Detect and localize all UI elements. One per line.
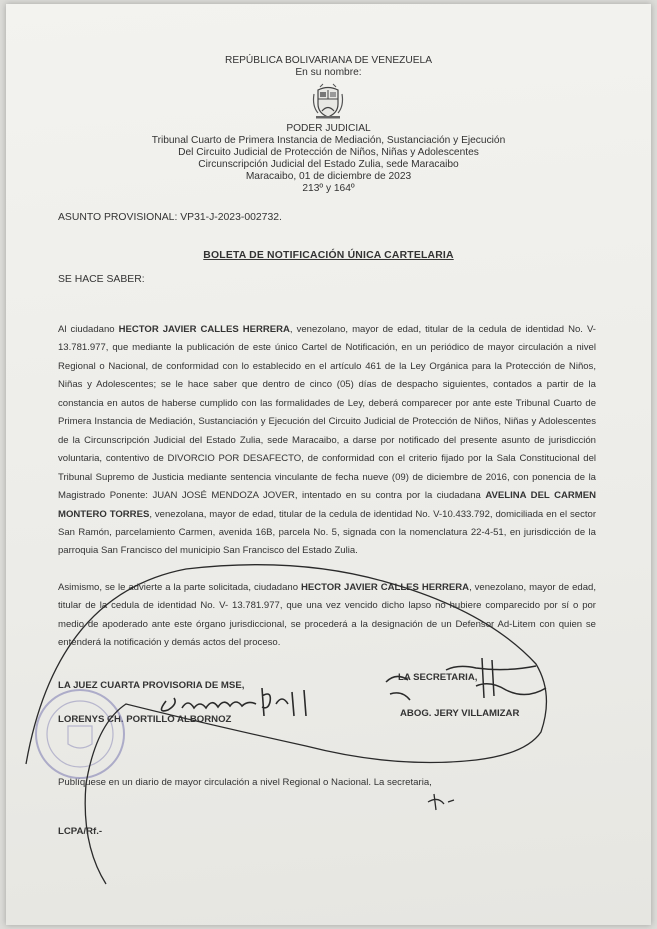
coat-of-arms-icon [309, 82, 347, 120]
header-years: 213º y 164º [302, 183, 355, 194]
p2-name-respondent: HECTOR JAVIER CALLES HERRERA [300, 582, 470, 593]
header-court-line1: Tribunal Cuarto de Primera Instancia de Mediación, Sustanciación y Ejecución [151, 135, 506, 146]
judge-name: LORENYS CH. PORTILLO ALBORNOZ [58, 714, 232, 725]
p2-text-a: Asimismo, se le advierte a la parte solicitada, ciudadano [58, 582, 301, 593]
secretary-name: ABOG. JERY VILLAMIZAR [400, 708, 520, 719]
document-title: BOLETA DE NOTIFICACIÓN ÚNICA CARTELARIA [203, 250, 454, 261]
judge-title: LA JUEZ CUARTA PROVISORIA DE MSE, [58, 680, 245, 691]
p1-name-applicant: AVELINA DEL CARMEN MONTERO TORRES [58, 490, 596, 520]
secretary-title: LA SECRETARIA, [398, 672, 478, 683]
matter-number: ASUNTO PROVISIONAL: VP31-J-2023-002732. [58, 212, 282, 223]
se-hace-saber: SE HACE SABER: [58, 274, 145, 285]
header-in-name: En su nombre: [295, 67, 362, 78]
notification-paragraph-2 [58, 579, 596, 653]
document-page [6, 4, 651, 925]
header-date: Maracaibo, 01 de diciembre de 2023 [245, 171, 412, 182]
document-initials: LCPA/Rf.- [58, 826, 103, 837]
header-court-line2: Del Circuito Judicial de Protección de Niños, Niñas y Adolescentes [178, 147, 479, 158]
publish-initials [428, 794, 454, 810]
p1-name-respondent: HECTOR JAVIER CALLES HERRERA [118, 324, 290, 335]
p1-text-b: , venezolano, mayor de edad, titular de la cedula de identidad No. V-13.781.977, que mediante la publicación de este único Cartel de Notificación, en un periódico de mayor circulación a nivel Regional o Nacional, de conformidad con lo establecido en el artículo 461 de la Ley Orgánica para la Protección de Niños, Niñas y Adolescentes; se le hace saber que dentro de cinco (05) días de despacho siguientes, contados a partir de la constancia en autos de haberse cumplido con las formalidades de Ley, deberá comparecer por ante este Tribunal Cuarto de Primera Instancia de Mediación, Sustanciación y Ejecución del Circuito Judicial de Protección de Niños, Niñas y Adolescentes de la Circunscripción Judicial del Estado Zulia, sede Maracaibo, a darse por notificado del presente asunto de jurisdicción voluntaria, contentivo de DIVORCIO POR DESAFECTO, de conformidad con el criterio fijado por la Sala Constitucional del Tribunal Supremo de Justicia mediante sentencia vinculante de fecha nueve (09) de diciembre de 2016, con ponencia de la Magistrado Ponente: JUAN JOSÉ MENDOZA JOVER, intentado en su contra por la ciudadana [58, 324, 596, 502]
notification-paragraph-1 [58, 321, 596, 561]
court-seal-stamp [36, 690, 124, 778]
p2-text-b: , venezolano, mayor de edad, titular de la cedula de identidad No. V- 13.781.977, que una vez vencido dicho lapso no hubiere comparecido por sí o por medio de apoderado ante este órgano jurisdiccional, se procederá a la designación de un Defensor Ad-Litem con quien se entenderá la notificación y demás actos del proceso. [58, 582, 596, 649]
publish-instruction: Publíquese en un diario de mayor circulación a nivel Regional o Nacional. La secretaria, [58, 777, 432, 788]
header-country: REPÚBLICA BOLIVARIANA DE VENEZUELA [224, 55, 433, 66]
p1-text-c: , venezolana, mayor de edad, titular de la cedula de identidad No. V-10.433.792, domiciliada en el sector San Ramón, parcelamiento Carmen, avenida 16B, parcela No. 5, signada con la nomenclatura 22-4-51, en jurisdicción de la parroquia San Francisco del municipio San Francisco del Estado Zulia. [58, 508, 596, 557]
header-power: PODER JUDICIAL [286, 123, 371, 134]
judge-signature [161, 688, 306, 716]
p1-text-a: Al ciudadano [58, 324, 119, 335]
header-court-line3: Circunscripción Judicial del Estado Zulia, sede Maracaibo [198, 159, 459, 170]
